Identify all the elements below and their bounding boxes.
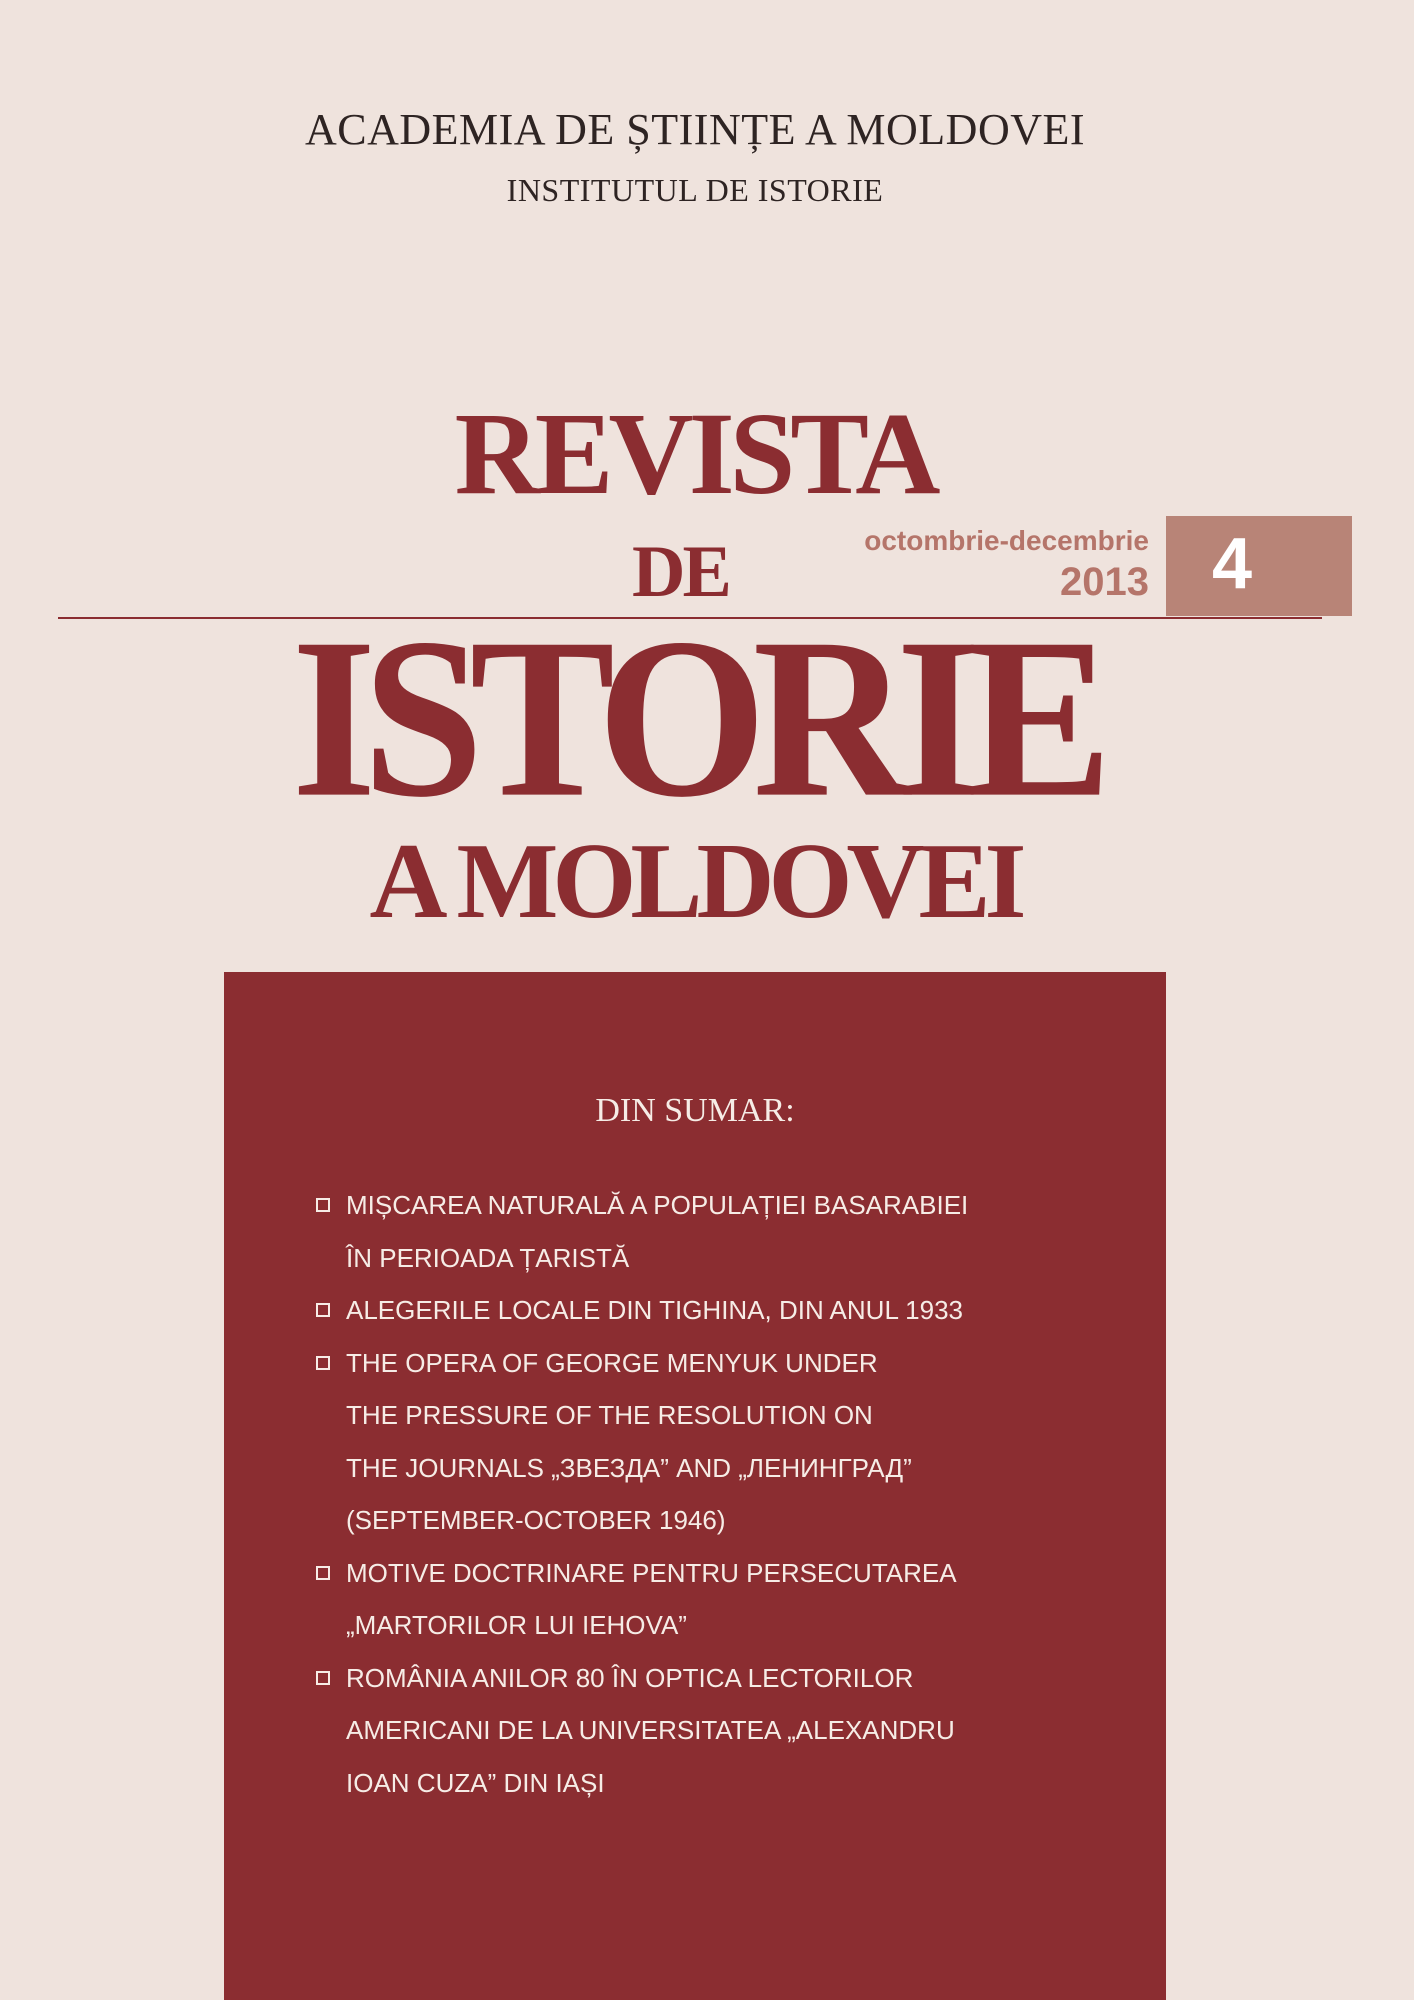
summary-item-line: „MARTORILOR LUI IEHOVA”	[346, 1610, 687, 1640]
issue-number-box	[1166, 516, 1352, 616]
summary-item-line: THE OPERA OF GEORGE MENYUK UNDER	[346, 1347, 878, 1378]
summary-item-line: IOAN CUZA” DIN IAȘI	[346, 1767, 605, 1798]
summary-item-line: ÎN PERIOADA ȚARISTĂ	[346, 1242, 630, 1273]
summary-item	[316, 1337, 1146, 1547]
summary-item-line: AMERICANI DE LA UNIVERSITATEA „ALEXANDRU	[346, 1715, 955, 1745]
summary-item-line: THE JOURNALS „ЗВЕЗДА” AND „ЛЕНИНГРАД”	[346, 1452, 912, 1483]
summary-item-line: ALEGERILE LOCALE DIN TIGHINA, DIN ANUL 1933	[346, 1295, 964, 1325]
summary-item-line: MOTIVE DOCTRINARE PENTRU PERSECUTAREA	[346, 1557, 957, 1588]
title-revista: REVISTA	[454, 388, 936, 519]
summary-item-line: THE PRESSURE OF THE RESOLUTION ON	[346, 1400, 873, 1430]
issue-number: 4	[1212, 524, 1253, 604]
title-de: DE	[632, 531, 729, 613]
checkbox-bullet-icon	[316, 1356, 330, 1370]
summary-item-line: ROMÂNIA ANILOR 80 ÎN OPTICA LECTORILOR	[346, 1662, 914, 1693]
issue-year: 2013	[1060, 560, 1149, 604]
checkbox-bullet-icon	[316, 1303, 330, 1317]
summary-list	[316, 1179, 1146, 1809]
checkbox-bullet-icon	[316, 1671, 330, 1685]
summary-item	[316, 1547, 1146, 1652]
summary-item	[316, 1284, 1146, 1337]
institute-name: INSTITUTUL DE ISTORIE	[506, 172, 884, 208]
title-istorie: ISTORIE	[291, 591, 1099, 845]
summary-item	[316, 1652, 1146, 1810]
summary-heading: DIN SUMAR:	[595, 1092, 795, 1129]
summary-item-line: MIȘCAREA NATURALĂ A POPULAȚIEI BASARABIEI	[346, 1190, 969, 1220]
summary-item	[316, 1179, 1146, 1284]
summary-panel	[224, 972, 1166, 2000]
issue-period: octombrie-decembrie	[864, 525, 1149, 556]
academy-name: ACADEMIA DE ȘTIINȚE A MOLDOVEI	[304, 105, 1086, 154]
title-a-moldovei: A MOLDOVEI	[369, 822, 1021, 941]
summary-item-line: (SEPTEMBER-OCTOBER 1946)	[346, 1505, 726, 1535]
checkbox-bullet-icon	[316, 1566, 330, 1580]
checkbox-bullet-icon	[316, 1198, 330, 1212]
